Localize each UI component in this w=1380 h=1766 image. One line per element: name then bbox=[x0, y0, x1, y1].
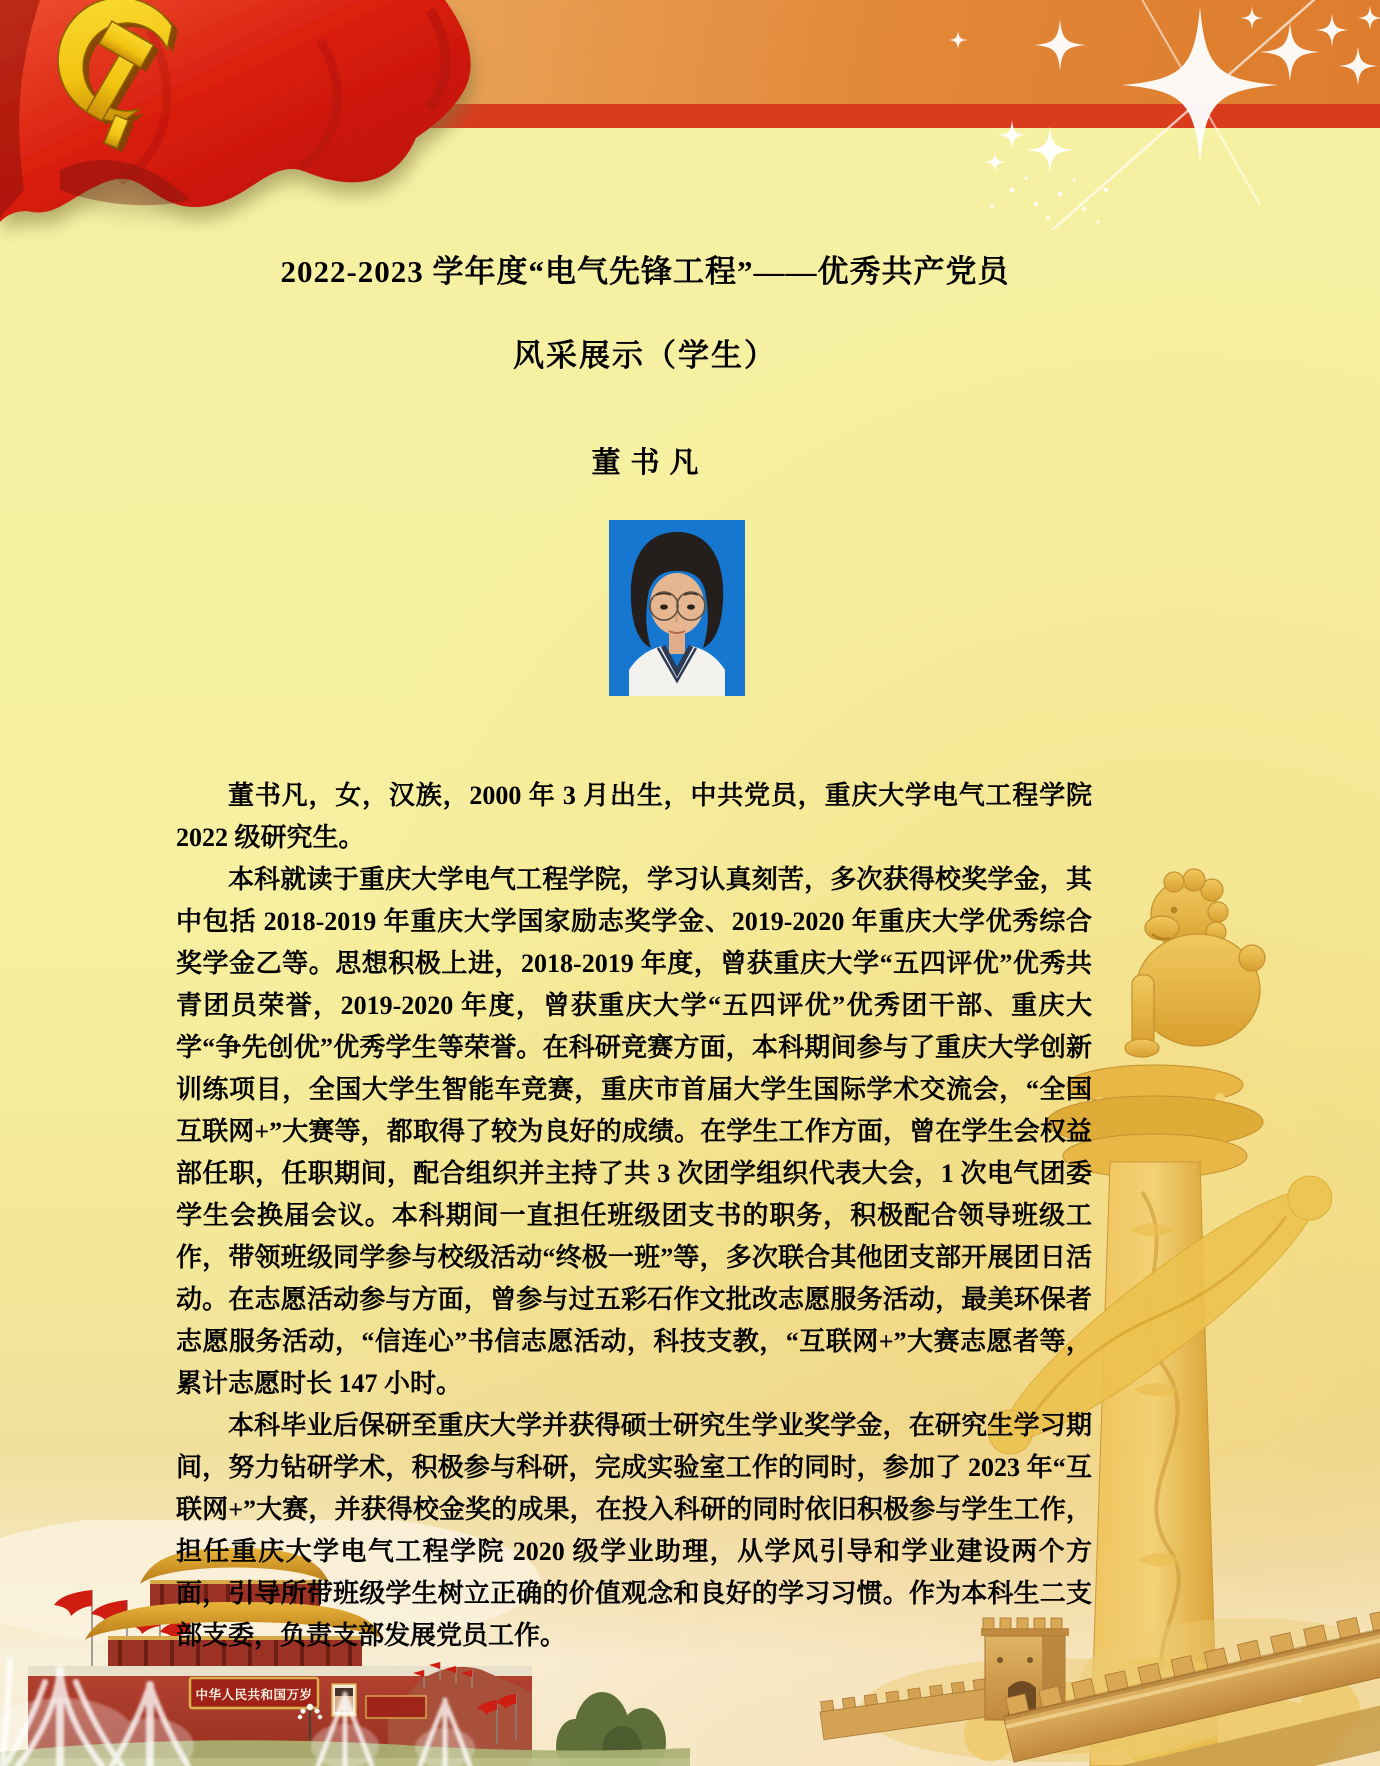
student-name: 董书凡 bbox=[591, 447, 709, 479]
paragraph-graduate: 本科毕业后保研至重庆大学并获得硕士研究生学业奖学金，在研究生学习期间，努力钻研学术，积极参与科研，完成实验室工作的同时，参加了 2023 年“互联网+”大赛，并获得校金奖的成果，在投入科研的同时依旧积极参与学生工作，担任重庆大学电气工程学院 2020 级学业助理，从学风引导和学业建设两个方面，引导所带班级学生树立正确的价值观念和良好的学习习惯。作为本科生二支部支委，负责支部发展党员工作。 bbox=[176, 1411, 1092, 1650]
sparkle-stars-icon bbox=[900, 0, 1380, 230]
tiananmen-banner-text: 中华人民共和国万岁 bbox=[195, 1688, 313, 1702]
biography-text bbox=[176, 775, 1092, 1657]
paragraph-undergraduate: 本科就读于重庆大学电气工程学院，学习认真刻苦，多次获得校奖学金，其中包括 2018-2019 年重庆大学国家励志奖学金、2019-2020 年重庆大学优秀综合奖学金乙等。思想积极上进，2018-2019 年度，曾获重庆大学“五四评优”优秀共青团员荣誉，2019-2020 年度，曾获重庆大学“五四评优”优秀团干部、重庆大学“争先创优”优秀学生等荣誉。在科研竞赛方面，本科期间参与了重庆大学创新训练项目，全国大学生智能车竞赛，重庆市首届大学生国际学术交流会，“全国互联网+”大赛等，都取得了较为良好的成绩。在学生工作方面，曾在学生会权益部任职，任职期间，配合组织并主持了共 3 次团学组织代表大会，1 次电气团委学生会换届会议。本科期间一直担任班级团支书的职务，积极配合领导班级工作，带领班级同学参与校级活动“终极一班”等，多次联合其他团支部开展团日活动。在志愿活动参与方面，曾参与过五彩石作文批改志愿服务活动，最美环保者志愿服务活动，“信连心”书信志愿活动，科技支教，“互联网+”大赛志愿者等，累计志愿时长 147 小时。 bbox=[176, 865, 1092, 1398]
student-id-photo bbox=[609, 520, 745, 696]
page-title-line2: 风采展示（学生） bbox=[513, 338, 777, 373]
paragraph-intro: 董书凡，女，汉族，2000 年 3 月出生，中共党员，重庆大学电气工程学院 2022 级研究生。 bbox=[176, 781, 1092, 852]
page-title-line1: 2022-2023 学年度“电气先锋工程”——优秀共产党员 bbox=[280, 254, 1010, 289]
